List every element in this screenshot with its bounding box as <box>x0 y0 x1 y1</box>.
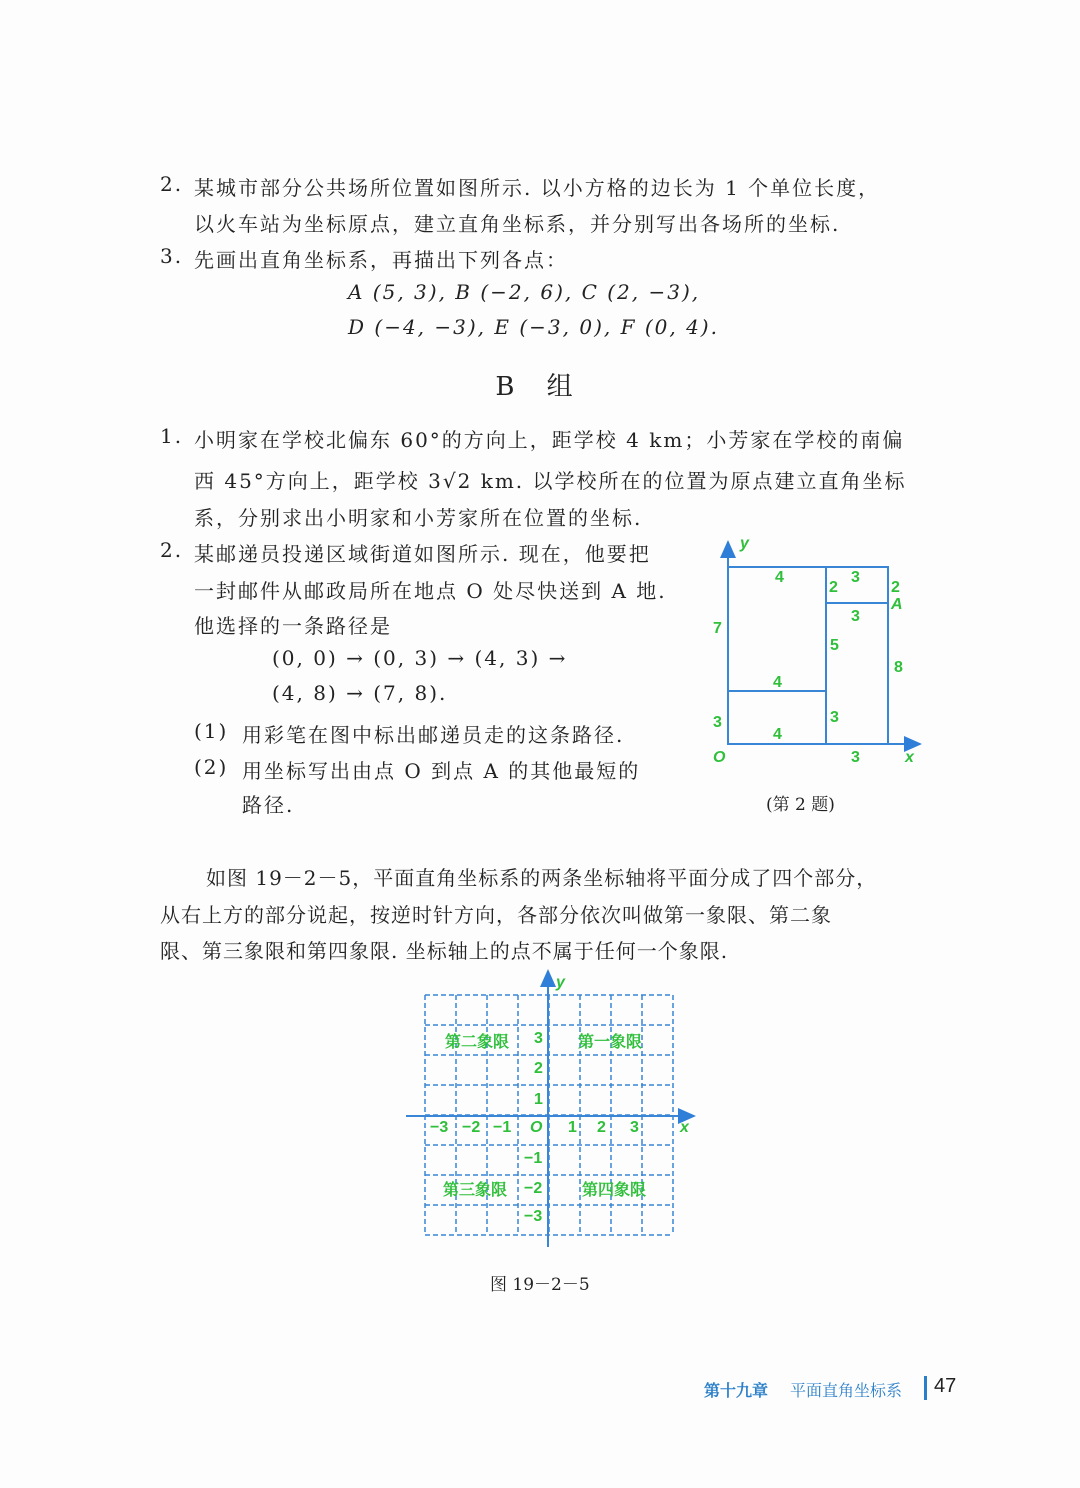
b-q2-sub2-line2: 路径. <box>242 793 295 817</box>
quadrant-3-label: 第三象限 <box>443 1182 508 1199</box>
footer-chapter: 第十九章 <box>704 1383 769 1400</box>
segment-label: 5 <box>830 637 839 654</box>
q3-number: 3. <box>160 244 184 268</box>
b-q2-line3: 他选择的一条路径是 <box>194 614 392 638</box>
segment-label: 2 <box>829 579 838 596</box>
q3-points-line1: A (5, 3), B (−2, 6), C (2, −3), <box>348 280 701 304</box>
b-q1-number: 1. <box>160 424 184 448</box>
footer-divider <box>924 1376 927 1400</box>
segment-label: 2 <box>891 579 900 596</box>
segment-label: 3 <box>851 749 860 766</box>
x-tick: −2 <box>462 1119 481 1136</box>
x-label: x <box>680 1119 689 1136</box>
x-tick: 1 <box>568 1119 577 1136</box>
quadrant-figure <box>400 965 710 1255</box>
segment-label: 4 <box>773 726 782 743</box>
body-line2: 从右上方的部分说起，按逆时针方向，各部分依次叫做第一象限、第二象 <box>160 903 832 927</box>
b-q2-path1: (0, 0) → (0, 3) → (4, 3) → <box>272 646 568 670</box>
segment-label: 3 <box>851 569 860 586</box>
x-label: x <box>905 749 914 766</box>
street-outline <box>728 567 888 744</box>
segment-label: 4 <box>775 569 784 586</box>
body-line1: 如图 19－2－5，平面直角坐标系的两条坐标轴将平面分成了四个部分， <box>206 866 878 890</box>
b-group-heading: B 组 <box>495 372 585 402</box>
b-q2-sub2-line1: 用坐标写出由点 O 到点 A 的其他最短的 <box>242 759 641 783</box>
figure-2-caption: (第 2 题) <box>766 795 835 815</box>
b-q1-line2: 西 45°方向上，距学校 3√2 km. 以学校所在的位置为原点建立直角坐标 <box>194 469 907 493</box>
y-tick: −2 <box>524 1180 543 1197</box>
b-q2-number: 2. <box>160 538 184 562</box>
segment-label: 3 <box>851 608 860 625</box>
segment-label: 3 <box>830 709 839 726</box>
quadrant-4-label: 第四象限 <box>582 1182 647 1199</box>
y-label: y <box>740 535 749 552</box>
b-q2-sub1-number: (1) <box>194 719 229 743</box>
q3-text: 先画出直角坐标系，再描出下列各点： <box>194 248 568 272</box>
b-q1-line3: 系，分别求出小明家和小芳家所在位置的坐标. <box>194 506 643 530</box>
point-a-label: A <box>891 596 903 613</box>
b-q1-line1: 小明家在学校北偏东 60°的方向上，距学校 4 km；小芳家在学校的南偏 <box>194 428 905 452</box>
b-q2-path2: (4, 8) → (7, 8). <box>272 681 448 705</box>
origin-label: O <box>530 1119 543 1136</box>
y-tick: 3 <box>534 1030 543 1047</box>
y-tick: −3 <box>524 1208 543 1225</box>
y-tick: −1 <box>524 1150 543 1167</box>
q2-text-line2: 以火车站为坐标原点，建立直角坐标系，并分别写出各场所的坐标. <box>194 212 841 236</box>
x-tick: −1 <box>493 1119 512 1136</box>
origin-label: O <box>713 749 726 766</box>
q2-text-line1: 某城市部分公共场所位置如图所示. 以小方格的边长为 1 个单位长度， <box>194 176 881 200</box>
b-q2-sub1: 用彩笔在图中标出邮递员走的这条路径. <box>242 723 625 747</box>
y-tick: 1 <box>534 1091 543 1108</box>
x-tick: 2 <box>597 1119 606 1136</box>
x-tick: −3 <box>430 1119 449 1136</box>
x-tick: 3 <box>630 1119 639 1136</box>
quadrant-1-label: 第一象限 <box>578 1034 643 1051</box>
quadrant-2-label: 第二象限 <box>445 1034 510 1051</box>
b-q2-sub2-number: (2) <box>194 755 229 779</box>
street-map-figure <box>700 530 940 790</box>
b-q2-line2: 一封邮件从邮政局所在地点 O 处尽快送到 A 地. <box>194 579 667 603</box>
y-tick: 2 <box>534 1060 543 1077</box>
footer-section: 平面直角坐标系 <box>790 1383 903 1400</box>
page-number: 47 <box>934 1375 957 1397</box>
b-q2-line1: 某邮递员投递区域街道如图所示. 现在，他要把 <box>194 542 651 566</box>
segment-label: 7 <box>713 620 722 637</box>
body-line3: 限、第三象限和第四象限. 坐标轴上的点不属于任何一个象限. <box>160 939 729 963</box>
segment-label: 4 <box>773 674 782 691</box>
y-label: y <box>556 974 565 991</box>
q2-number: 2. <box>160 172 184 196</box>
figure-19-2-5-caption: 图 19－2－5 <box>490 1275 590 1295</box>
q3-points-line2: D (−4, −3), E (−3, 0), F (0, 4). <box>348 315 719 339</box>
segment-label: 8 <box>894 659 903 676</box>
segment-label: 3 <box>713 714 722 731</box>
